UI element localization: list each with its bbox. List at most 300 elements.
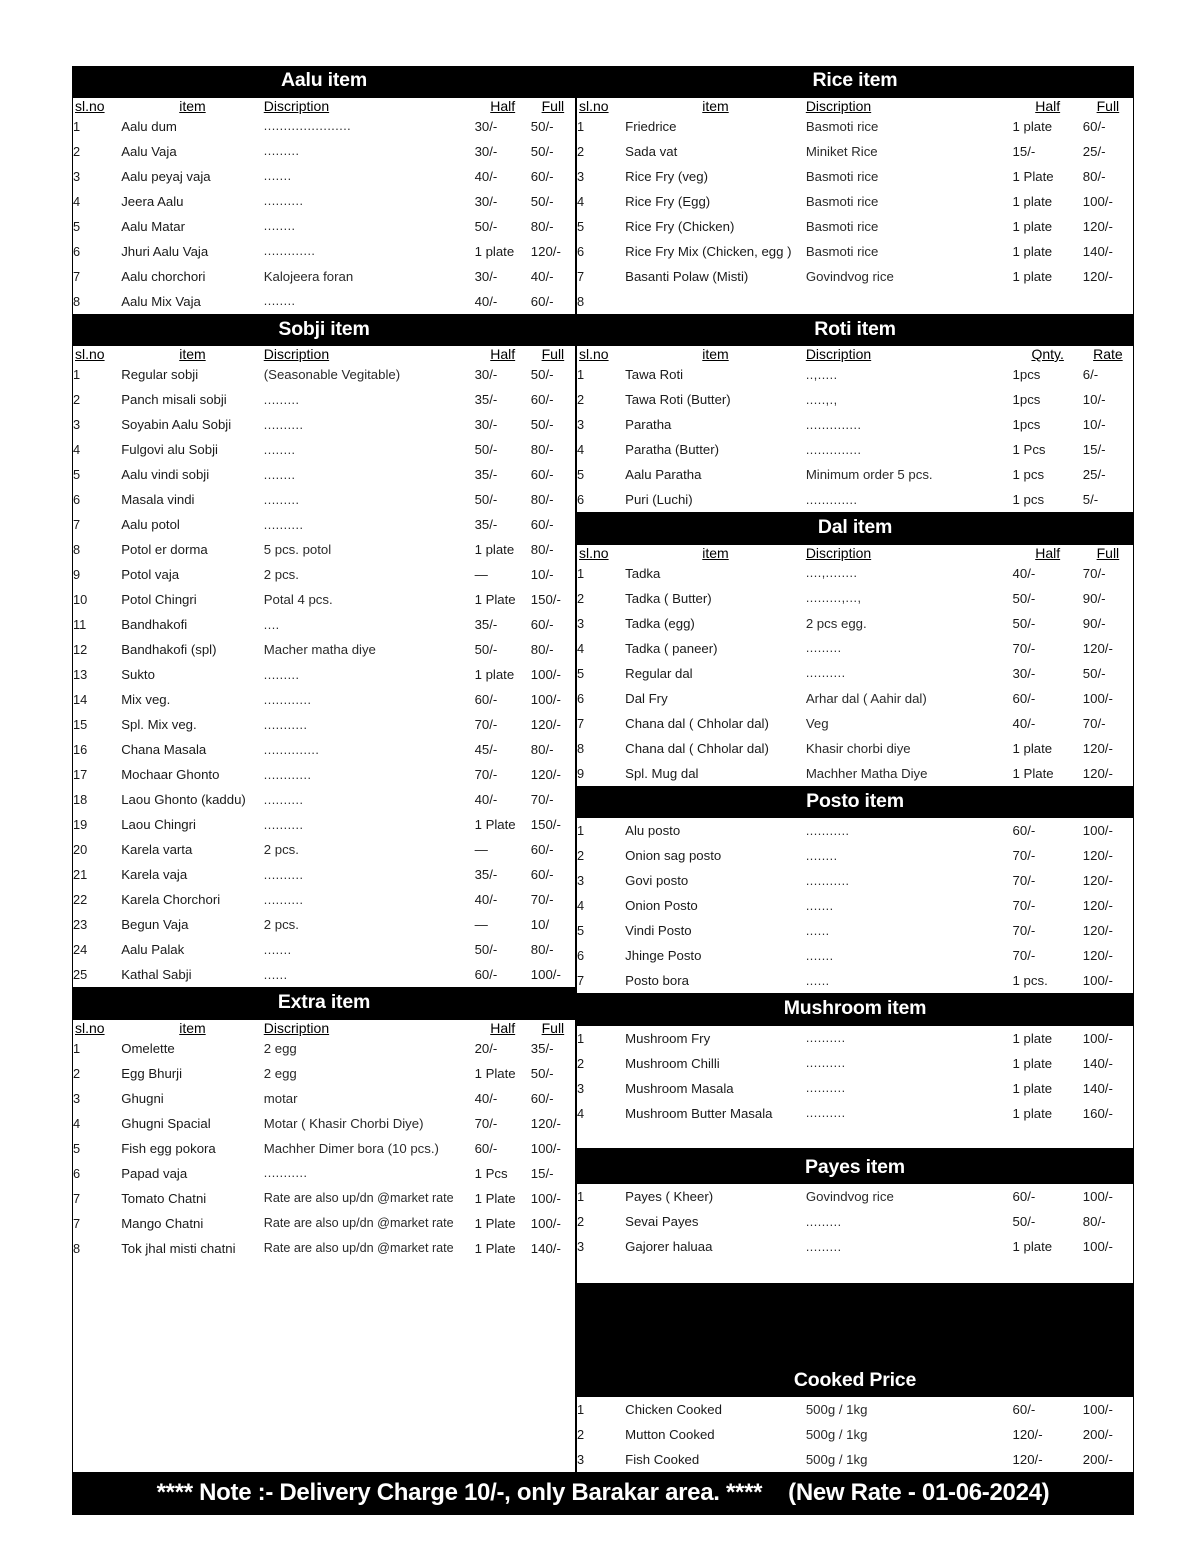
col-header-full: Full [541,1019,565,1036]
cell-price-full: 120/- [1082,923,1113,938]
cell-slno: 4 [73,442,81,457]
cell-price-half: 50/- [474,442,498,457]
cell-description: 2 egg [263,1040,297,1056]
section-title-posto: Posto item [576,787,1134,819]
cell-item-name: Aalu chorchori [121,268,206,284]
cell-price-full: 40/- [530,268,554,284]
cell-price-half: 35/- [474,392,498,407]
cell-price-full: 80/- [530,742,554,757]
cell-price-full: 80/- [530,492,554,507]
section-extra [72,1020,576,1474]
cell-slno: 8 [577,740,585,756]
section-title-aalu: Aalu item [72,66,576,98]
cell-slno: 15 [73,717,88,732]
cell-item-name: Alu posto [625,823,681,838]
col-header-full: Full [541,97,565,114]
cell-item-name: Sevai Payes [625,1214,699,1229]
table-row [73,1086,575,1111]
cell-slno: 23 [73,917,88,932]
cell-price-full: 80/- [530,542,554,557]
cell-slno: 13 [73,667,88,682]
header-row [577,545,1133,561]
cell-slno: 9 [577,765,585,781]
table-row [577,1422,1133,1447]
col-header-half: Half [490,1019,516,1036]
cell-slno: 1 [577,565,585,581]
cell-price-full: 60/- [530,467,554,482]
cell-price-full: 70/- [530,892,554,907]
table-row [73,737,575,762]
cell-price-full: 140/- [1082,1080,1113,1096]
cell-price-full: 10/- [530,567,554,582]
cell-price-full: 60/- [530,168,554,184]
cell-slno: 4 [577,1105,585,1121]
cell-item-name: Mushroom Fry [625,1030,711,1046]
cell-slno: 7 [577,268,585,284]
cell-slno: 6 [577,243,585,259]
cell-price-half: 1 pcs [1012,467,1045,482]
cell-slno: 6 [73,492,81,507]
table-row [577,736,1133,761]
cell-slno: 2 [73,392,81,407]
cell-price-full: 60/- [530,1090,554,1106]
cell-slno: 5 [73,218,81,234]
cell-item-name: Rice Fry (Chicken) [625,218,735,234]
cell-price-full: 70/- [530,792,554,807]
cell-price-full: 80/- [530,218,554,234]
cell-price-half: 15/- [1012,143,1036,159]
cell-price-half: 45/- [474,742,498,757]
cell-price-half: 30/- [474,118,498,134]
cell-item-name: Spl. Mix veg. [121,717,197,732]
section-cooked-price [576,1397,1134,1473]
cell-slno: 3 [577,168,585,184]
cell-price-full: 100/- [530,967,561,982]
cell-price-half: 1 Pcs [474,1165,508,1181]
cell-description: Basmoti rice [805,118,879,134]
cell-price-half: 50/- [474,942,498,957]
cell-description: .........,..., [805,591,862,605]
cell-slno: 6 [577,948,585,963]
cell-price-full: 80/- [1082,1214,1106,1229]
cell-price-half: 40/- [474,1090,498,1106]
table-row [577,289,1133,314]
cell-price-full: 60/- [530,517,554,532]
cell-price-full: 120/- [1082,268,1113,284]
cell-item-name: Vindi Posto [625,923,692,938]
table-row [577,1101,1133,1126]
table-row [73,214,575,239]
cell-description: 2 pcs. [263,842,299,857]
header-row [577,346,1133,362]
cell-item-name: Ghugni Spacial [121,1115,211,1131]
cell-slno: 5 [577,218,585,234]
cell-price-full: 100/- [530,1215,561,1231]
cell-price-half: 70/- [474,767,498,782]
cell-price-half: 1 plate [474,542,515,557]
section-title-cooked-price: Cooked Price [576,1366,1134,1398]
cell-slno: 3 [577,1239,585,1254]
cell-price-half: 1pcs [1012,417,1041,432]
cell-description: Basmoti rice [805,218,879,234]
table-row [577,1076,1133,1101]
cell-slno: 7 [73,1215,81,1231]
cell-price-full: 25/- [1082,467,1106,482]
section-title-roti: Roti item [576,315,1134,347]
cell-price-half: 35/- [474,517,498,532]
cell-price-half: 1 pcs [1012,492,1045,507]
cell-item-name: Bandhakofi (spl) [121,642,217,657]
cell-description: Minimum order 5 pcs. [805,467,933,482]
section-title-extra: Extra item [72,988,576,1020]
cell-description: Arhar dal ( Aahir dal) [805,690,927,706]
cell-slno: 6 [577,690,585,706]
cell-description: 2 pcs egg. [805,615,867,631]
table-posto [577,818,1133,993]
cell-slno: 3 [577,417,585,432]
cell-slno: 8 [73,542,81,557]
cell-description: ........ [805,848,838,863]
section-sobji [72,346,576,988]
cell-price-full: 120/- [1082,848,1113,863]
table-row [73,637,575,662]
cell-description: .......... [263,892,304,907]
cell-price-full: 120/- [1082,218,1113,234]
cell-item-name: Rice Fry (Egg) [625,193,711,209]
table-row [73,887,575,912]
cell-slno: 2 [577,1427,585,1442]
cell-slno: 1 [577,1030,585,1046]
cell-slno: 5 [577,467,585,482]
table-row [73,362,575,387]
cell-slno: 21 [73,867,88,882]
table-body-roti [577,362,1133,512]
cell-price-half: 70/- [474,717,498,732]
cell-slno: 7 [73,1190,81,1206]
table-row [73,1211,575,1236]
cell-price-half: 1 plate [1012,268,1053,284]
table-row [577,761,1133,786]
table-row [73,1036,575,1061]
cell-price-half: 40/- [1012,565,1036,581]
cell-price-half: 1 plate [1012,1030,1053,1046]
cell-price-half: 70/- [474,1115,498,1131]
cell-slno: 2 [73,143,81,159]
cell-slno: 2 [577,1214,585,1229]
cell-slno: 25 [73,967,88,982]
cell-description: ....... [805,898,834,913]
cell-description: Govindvog rice [805,268,894,284]
cell-price-full: 120/- [1082,765,1113,781]
cell-price-half: 40/- [474,293,498,309]
cell-price-half: 35/- [474,617,498,632]
table-row [577,239,1133,264]
table-body-extra [73,1036,575,1261]
cell-price-half: 1 Plate [1012,765,1054,781]
cell-item-name: Aalu Paratha [625,467,702,482]
table-header-extra [73,1020,575,1036]
table-row [577,437,1133,462]
cell-price-half: 70/- [1012,948,1036,963]
col-header-slno: sl.no [579,544,609,561]
left-column [72,66,576,1473]
table-row [577,711,1133,736]
cell-description: .......... [263,194,304,208]
cell-price-full: 50/- [530,417,554,432]
cell-description: ...... [263,967,288,982]
cell-item-name: Aalu potol [121,517,180,532]
cell-price-half: 1 plate [1012,243,1053,259]
cell-description: ........ [263,294,296,308]
table-row [73,787,575,812]
cell-price-full: 120/- [1082,873,1113,888]
cell-description: Machher Matha Diye [805,765,928,781]
table-row [73,114,575,139]
cell-item-name: Basanti Polaw (Misti) [625,268,749,284]
col-header-description: Discription [263,346,330,362]
cell-item-name: Mushroom Chilli [625,1055,720,1071]
col-header-description: Discription [263,97,330,114]
cell-item-name: Tadka ( Butter) [625,590,712,606]
cell-description: .......... [263,417,304,432]
delivery-note-bar [72,1473,1134,1515]
table-row [73,1186,575,1211]
table-row [577,164,1133,189]
table-row [73,762,575,787]
new-rate-text: (New Rate - 01-06-2024) [788,1479,1050,1506]
cell-slno: 2 [577,392,585,407]
table-body-payes [577,1184,1133,1259]
cell-price-full: 70/- [1082,565,1106,581]
cell-slno: 1 [577,367,585,382]
cell-item-name: Tadka ( paneer) [625,640,718,656]
cell-price-half: — [474,917,488,932]
cell-item-name: Chicken Cooked [625,1402,722,1417]
cell-price-half: 60/- [474,692,498,707]
table-row [73,1136,575,1161]
cell-description: .............. [805,442,862,457]
cell-slno: 3 [73,168,81,184]
cell-slno: 1 [73,118,81,134]
cell-description: Govindvog rice [805,1189,894,1204]
col-header-item: item [179,1019,206,1036]
table-row [73,462,575,487]
cell-item-name: Paratha (Butter) [625,442,719,457]
cell-item-name: Dal Fry [625,690,668,706]
table-row [577,868,1133,893]
cell-description: .......... [263,517,304,532]
cell-price-full: 10/ [530,917,550,932]
cell-item-name: Egg Bhurji [121,1065,183,1081]
cell-price-half [1013,289,1083,314]
cell-price-half: 1 plate [1012,218,1053,234]
cell-description: ......... [805,1214,842,1229]
cell-price-full: 50/- [530,143,554,159]
cell-price-full: 200/- [1082,1452,1113,1467]
cell-price-half: 120/- [1012,1452,1043,1467]
table-row [73,512,575,537]
cell-price-full: 120/- [1082,740,1113,756]
table-row [577,139,1133,164]
cell-slno: 7 [73,268,81,284]
cell-description: ............ [263,767,312,782]
section-title-rice: Rice item [576,66,1134,98]
table-row [577,818,1133,843]
cell-description: ...... [805,973,830,988]
cell-price-half: 50/- [1012,1214,1036,1229]
cell-description: ...... [805,923,830,938]
cell-price-full: 50/- [530,118,554,134]
cell-price-full: 90/- [1082,590,1106,606]
cell-price-full: 120/- [530,717,561,732]
cell-description: ....... [805,948,834,963]
cell-slno: 8 [73,1240,81,1256]
section-title-dal: Dal item [576,513,1134,545]
table-row [577,387,1133,412]
cell-slno: 3 [73,417,81,432]
cell-price-half: 30/- [474,367,498,382]
cell-price-full: 50/- [1082,665,1106,681]
cell-slno: 7 [577,973,585,988]
cell-description: ........ [263,219,296,233]
cell-description: 5 pcs. potol [263,542,332,557]
cell-description: 500g / 1kg [805,1452,868,1467]
cell-description: .......... [263,792,304,807]
cell-slno: 2 [577,1055,585,1071]
cell-price-full: 100/- [530,1190,561,1206]
cell-description: ..,..... [805,367,838,382]
cell-item-name: Jeera Aalu [121,193,184,209]
col-header-description: Discription [805,97,872,114]
cell-slno: 4 [73,1115,81,1131]
cell-price-full: 120/- [1082,898,1113,913]
cell-slno: 10 [73,592,88,607]
table-row [73,289,575,314]
table-aalu [73,98,575,314]
cell-slno: 7 [577,715,585,731]
table-row [577,918,1133,943]
cell-slno: 3 [73,1090,81,1106]
cell-description: (Seasonable Vegitable) [263,367,401,382]
cell-item-name: Karela varta [121,842,193,857]
cell-description [806,289,1013,314]
cell-slno: 4 [577,640,585,656]
cell-price-full: 60/- [530,617,554,632]
col-header-half: Half [1035,97,1061,114]
col-header-full: Full [1096,544,1120,561]
section-mushroom [576,1026,1134,1149]
cell-description: ......... [805,641,842,655]
cell-price-half: 1 plate [1012,118,1053,134]
table-row [577,943,1133,968]
cell-price-half: 20/- [474,1040,498,1056]
cell-price-half: 1 pcs. [1012,973,1048,988]
cell-description: ....... [263,169,292,183]
cell-price-half: 60/- [1012,690,1036,706]
cell-item-name: Jhuri Aalu Vaja [121,243,209,259]
header-row [73,98,575,114]
cell-price-full: 60/- [1082,118,1106,134]
table-header-dal [577,545,1133,561]
col-header-slno: sl.no [75,1019,105,1036]
table-row [73,139,575,164]
right-column [576,66,1134,1473]
cell-price-half: 50/- [1012,590,1036,606]
cell-price-half: 50/- [474,642,498,657]
cell-item-name: Potol er dorma [121,542,208,557]
table-row [577,214,1133,239]
table-row [73,1236,575,1261]
cell-item-name: Onion Posto [625,898,698,913]
table-header-sobji [73,346,575,362]
cell-slno: 4 [577,193,585,209]
section-spacer [576,1284,1134,1366]
table-row [73,1111,575,1136]
cell-item-name: Aalu dum [121,118,177,134]
cell-price-half: 1pcs [1012,367,1041,382]
cell-description: ........... [263,1166,308,1180]
cell-price-half: 50/- [1012,615,1036,631]
cell-description: ....... [263,942,292,957]
cell-description: .... [263,617,280,632]
section-payes [576,1184,1134,1284]
col-header-item: item [702,97,729,114]
table-row [577,362,1133,387]
table-row [577,1447,1133,1472]
table-row [73,537,575,562]
cell-price-full: 100/- [530,667,561,682]
header-row [577,98,1133,114]
cell-price-half: 40/- [474,168,498,184]
table-row [73,612,575,637]
section-rice [576,98,1134,315]
cell-item-name: Mochaar Ghonto [121,767,220,782]
table-body-posto [577,818,1133,993]
cell-price-full: 80/- [1082,168,1106,184]
cell-price-half: 70/- [1012,640,1036,656]
cell-slno: 6 [73,243,81,259]
col-header-slno: sl.no [579,346,609,362]
cell-description: Rate are also up/dn @market rate [263,1190,454,1205]
cell-item-name: Laou Ghonto (kaddu) [121,792,246,807]
cell-item-name: Soyabin Aalu Sobji [121,417,232,432]
cell-description: Motar ( Khasir Chorbi Diye) [263,1115,424,1131]
cell-price-full: 80/- [530,442,554,457]
cell-price-half: 40/- [1012,715,1036,731]
cell-slno: 1 [577,1402,585,1417]
cell-item-name: Begun Vaja [121,917,189,932]
cell-price-half: 35/- [474,867,498,882]
table-row [73,239,575,264]
cell-price-full: 50/- [530,367,554,382]
cell-description: Machher Dimer bora (10 pcs.) [263,1140,439,1156]
cell-price-full: 100/- [530,692,561,707]
cell-item-name: Posto bora [625,973,689,988]
table-header-aalu [73,98,575,114]
table-body-cooked-price [577,1397,1133,1472]
cell-slno: 19 [73,817,88,832]
cell-price-full: 35/- [530,1040,554,1056]
cell-price-full [1083,289,1133,314]
cell-price-full: 50/- [530,1065,554,1081]
col-header-item: item [702,346,729,362]
cell-slno: 22 [73,892,88,907]
cell-price-half: 1 plate [1012,1105,1053,1121]
cell-price-half: — [474,567,488,582]
cell-description: .......... [263,817,304,832]
cell-description: .....,., [805,392,838,407]
table-row [577,586,1133,611]
